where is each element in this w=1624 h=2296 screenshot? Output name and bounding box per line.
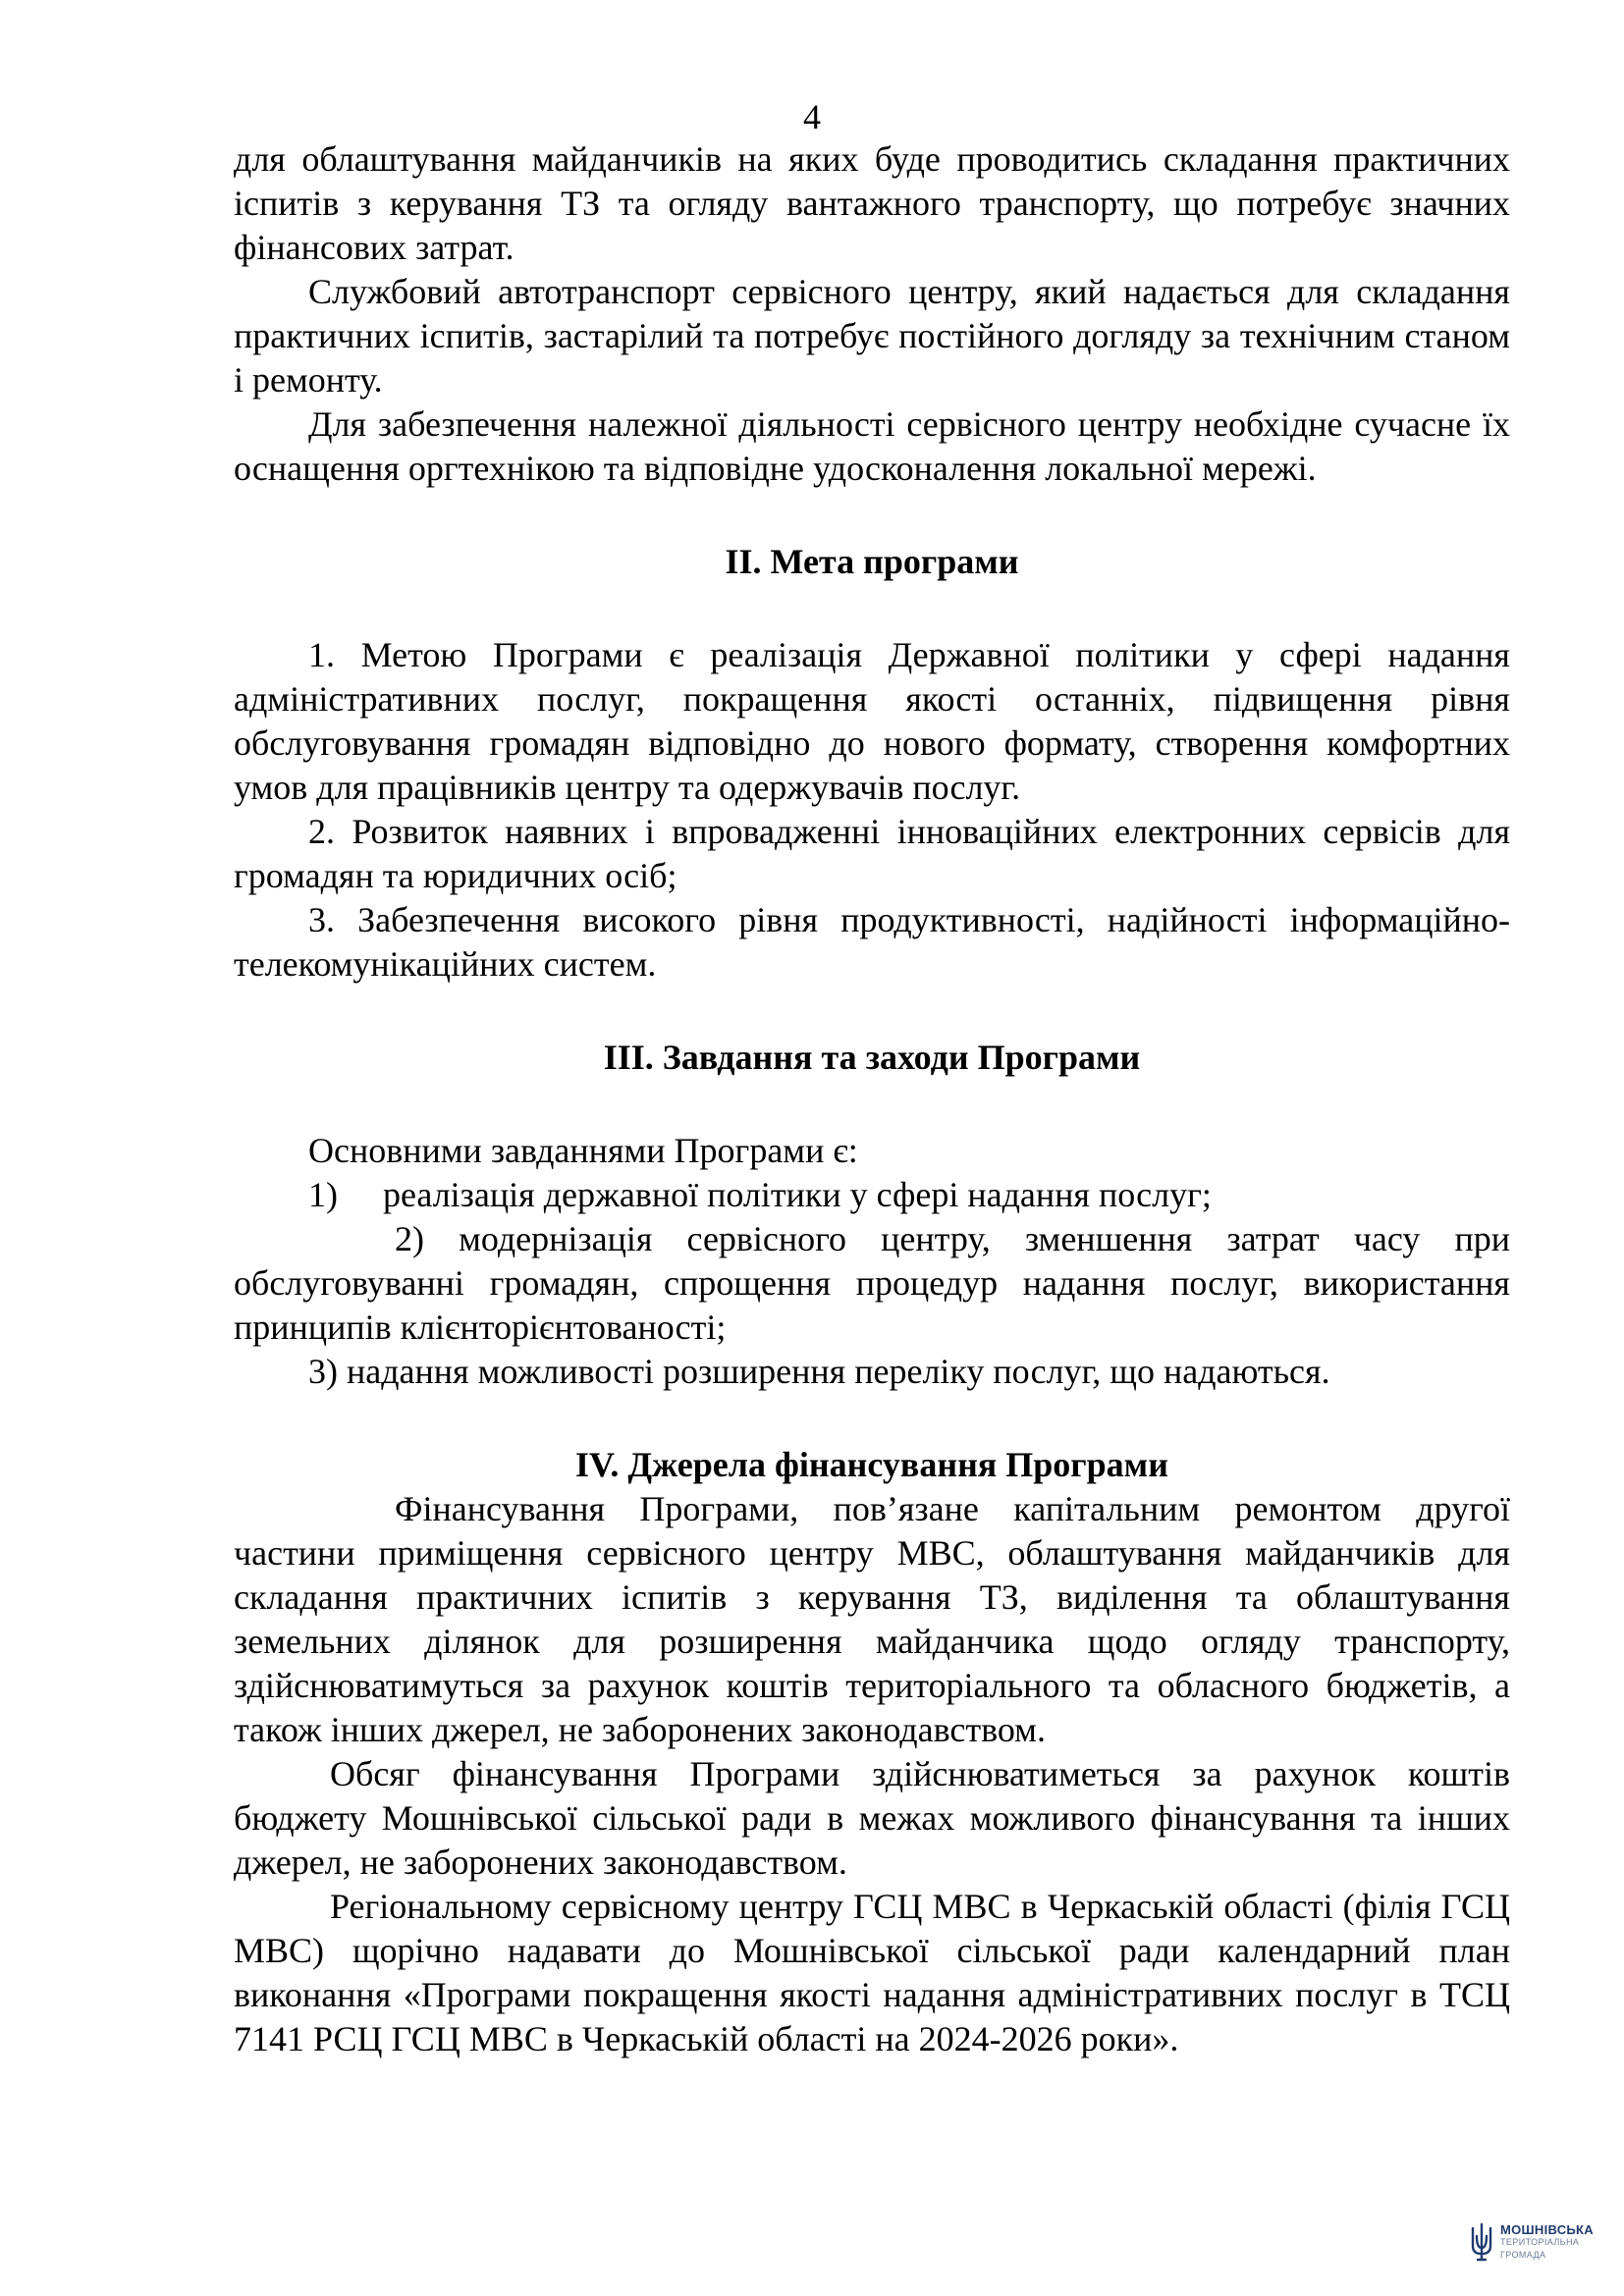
community-logo: [1469, 2222, 1594, 2262]
section-2-item-2: 2. Розвиток наявних і впровадженні інноваційних електронних сервісів для громадян та юридичних осіб;: [234, 812, 1510, 895]
page-number: 4: [803, 97, 821, 136]
section-3-task-1-text: реалізація державної політики у сфері надання послуг;: [383, 1175, 1212, 1214]
section-3-task-1: [234, 1173, 1510, 1217]
intro-paragraph-1: для облаштування майданчиків на яких буде проводитись складання практичних іспитів з керування ТЗ та огляду вантажного транспорту, що потребує значних фінансових затрат.: [234, 139, 1510, 267]
intro-paragraph-3: Для забезпечення належної діяльності сервісного центру необхідне сучасне їх оснащення оргтехнікою та відповідне удосконалення локальної мережі.: [234, 404, 1510, 488]
section-2-item-1: 1. Метою Програми є реалізація Державної політики у сфері надання адміністративних послуг, покращення якості останніх, підвищення рівня обслуговування громадян відповідно до нового формату, створення комфортних умов для працівників центру та одержувачів послуг.: [234, 635, 1510, 807]
section-4-title: IV. Джерела фінансування Програми: [575, 1445, 1168, 1484]
section-4-paragraph-1: Фінансування Програми, пов’язане капітальним ремонтом другої частини приміщення сервісного центру МВС, облаштування майданчиків для складання практичних іспитів з керування ТЗ, виділення та облаштування земельних ділянок для розширення майданчика щодо огляду транспорту, здійснюватимуться за рахунок коштів територіального та обласного бюджетів, а також інших джерел, не заборонених законодавством.: [234, 1489, 1510, 1749]
document-body: [234, 137, 1510, 2061]
section-2-item-3: 3. Забезпечення високого рівня продуктивності, надійності інформаційно-телекомунікаційних систем.: [234, 900, 1510, 984]
section-2-title: ІІ. Мета програми: [725, 542, 1019, 581]
section-3-task-1-number: 1): [308, 1175, 338, 1214]
intro-paragraph-2: Службовий автотранспорт сервісного центру, який надається для складання практичних іспитів, застарілий та потребує постійного догляду за технічним станом і ремонту.: [234, 272, 1510, 400]
logo-subtitle-1: ТЕРИТОРІАЛЬНА: [1500, 2236, 1580, 2247]
section-3-task-3: 3) надання можливості розширення переліку послуг, що надаються.: [308, 1352, 1330, 1391]
trident-emblem-icon: [1469, 2222, 1494, 2262]
section-3-title: ІІІ. Завдання та заходи Програми: [603, 1038, 1141, 1077]
section-4-paragraph-2: Обсяг фінансування Програми здійснюватиметься за рахунок коштів бюджету Мошнівської сільської ради в межах можливого фінансування та інших джерел, не заборонених законодавством.: [234, 1754, 1510, 1882]
logo-title: МОШНІВСЬКА: [1500, 2221, 1594, 2237]
section-3-lead: Основними завданнями Програми є:: [308, 1131, 858, 1170]
section-4-paragraph-3: Регіональному сервісному центру ГСЦ МВС в Черкаській області (філія ГСЦ МВС) щорічно надавати до Мошнівської сільської ради календарний план виконання «Програми покращення якості надання адміністративних послуг в ТСЦ 7141 РСЦ ГСЦ МВС в Черкаській області на 2024-2026 роки».: [234, 1887, 1510, 2058]
section-3-task-2: 2) модернізація сервісного центру, зменшення затрат часу при обслуговуванні громадян, спрощення процедур надання послуг, використання принципів клієнторієнтованості;: [234, 1219, 1510, 1347]
logo-subtitle-2: ГРОМАДА: [1500, 2249, 1546, 2260]
